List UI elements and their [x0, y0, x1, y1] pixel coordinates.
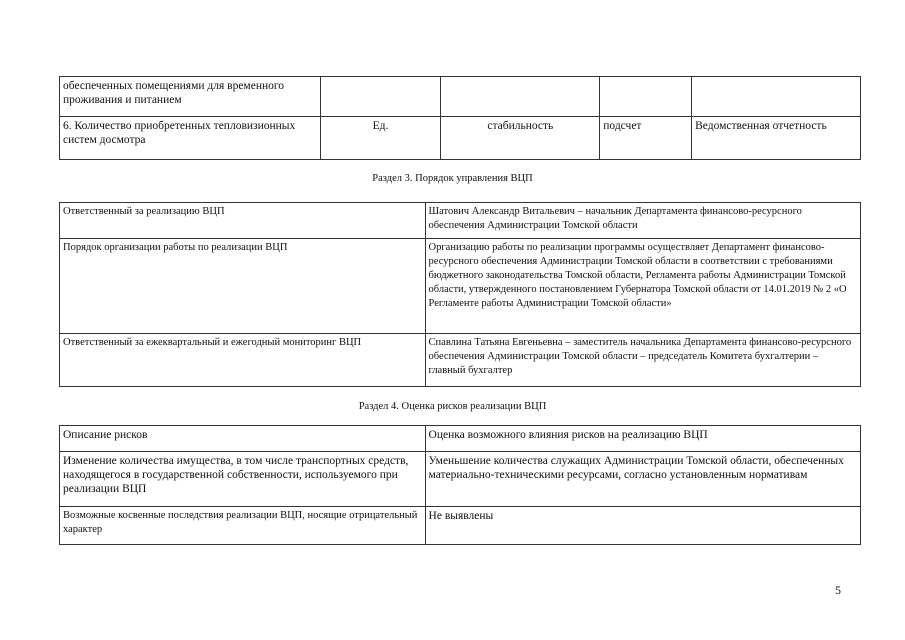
table-row — [60, 452, 861, 507]
table-cell: подсчет — [600, 117, 692, 160]
table-cell: Ответственный за ежеквартальный и ежегодный мониторинг ВЦП — [60, 334, 426, 387]
table-cell: Изменение количества имущества, в том числе транспортных средств, находящегося в государственной собственности, используемого при реализации ВЦП — [60, 452, 426, 507]
table-cell: Порядок организации работы по реализации ВЦП — [60, 239, 426, 334]
table-cell — [320, 77, 441, 117]
table-cell: Не выявлены — [425, 507, 860, 545]
table-cell: Оценка возможного влияния рисков на реализацию ВЦП — [425, 426, 860, 452]
table-cell: Уменьшение количества служащих Администрации Томской области, обеспеченных материально-техническими ресурсами, согласно установленным нормативам — [425, 452, 860, 507]
table-row — [60, 77, 861, 117]
section-3-title: Раздел 3. Порядок управления ВЦП — [372, 173, 533, 184]
table-row — [60, 426, 861, 452]
table-cell: Организацию работы по реализации программы осуществляет Департамент финансово-ресурсного обеспечения Администрации Томской области в соответствии с требованиями бюджетного законодательства Томской области, Регламента работы Администрации Томской области, утвержденного постановлением Губернатора Томской области от 14.01.2019 № 2 «О Регламенте работы Администрации Томской области» — [425, 239, 860, 334]
table-cell: Ведомственная отчетность — [692, 117, 861, 160]
table-cell: обеспеченных помещениями для временного проживания и питанием — [60, 77, 321, 117]
indicators-table — [59, 76, 861, 160]
risks-table — [59, 425, 861, 545]
table-cell: Описание рисков — [60, 426, 426, 452]
table-cell: Шатович Александр Витальевич – начальник Департамента финансово-ресурсного обеспечения Администрации Томской области — [425, 203, 860, 239]
table-cell — [441, 77, 600, 117]
table-row — [60, 334, 861, 387]
table-row — [60, 203, 861, 239]
section-4-title: Раздел 4. Оценка рисков реализации ВЦП — [358, 401, 547, 412]
table-cell: Ед. — [320, 117, 441, 160]
table-cell — [600, 77, 692, 117]
table-cell: 6. Количество приобретенных тепловизионных систем досмотра — [60, 117, 321, 160]
table-row — [60, 239, 861, 334]
table-cell: стабильность — [441, 117, 600, 160]
table-row — [60, 117, 861, 160]
table-row — [60, 507, 861, 545]
table-cell: Ответственный за реализацию ВЦП — [60, 203, 426, 239]
management-table — [59, 202, 861, 387]
page-number: 5 — [835, 583, 841, 597]
table-cell: Спавлина Татьяна Евгеньевна – заместитель начальника Департамента финансово-ресурсного обеспечения Администрации Томской области – председатель Комитета бухгалтерии – главный бухгалтер — [425, 334, 860, 387]
table-cell — [692, 77, 861, 117]
table-cell: Возможные косвенные последствия реализации ВЦП, носящие отрицательный характер — [60, 507, 426, 545]
